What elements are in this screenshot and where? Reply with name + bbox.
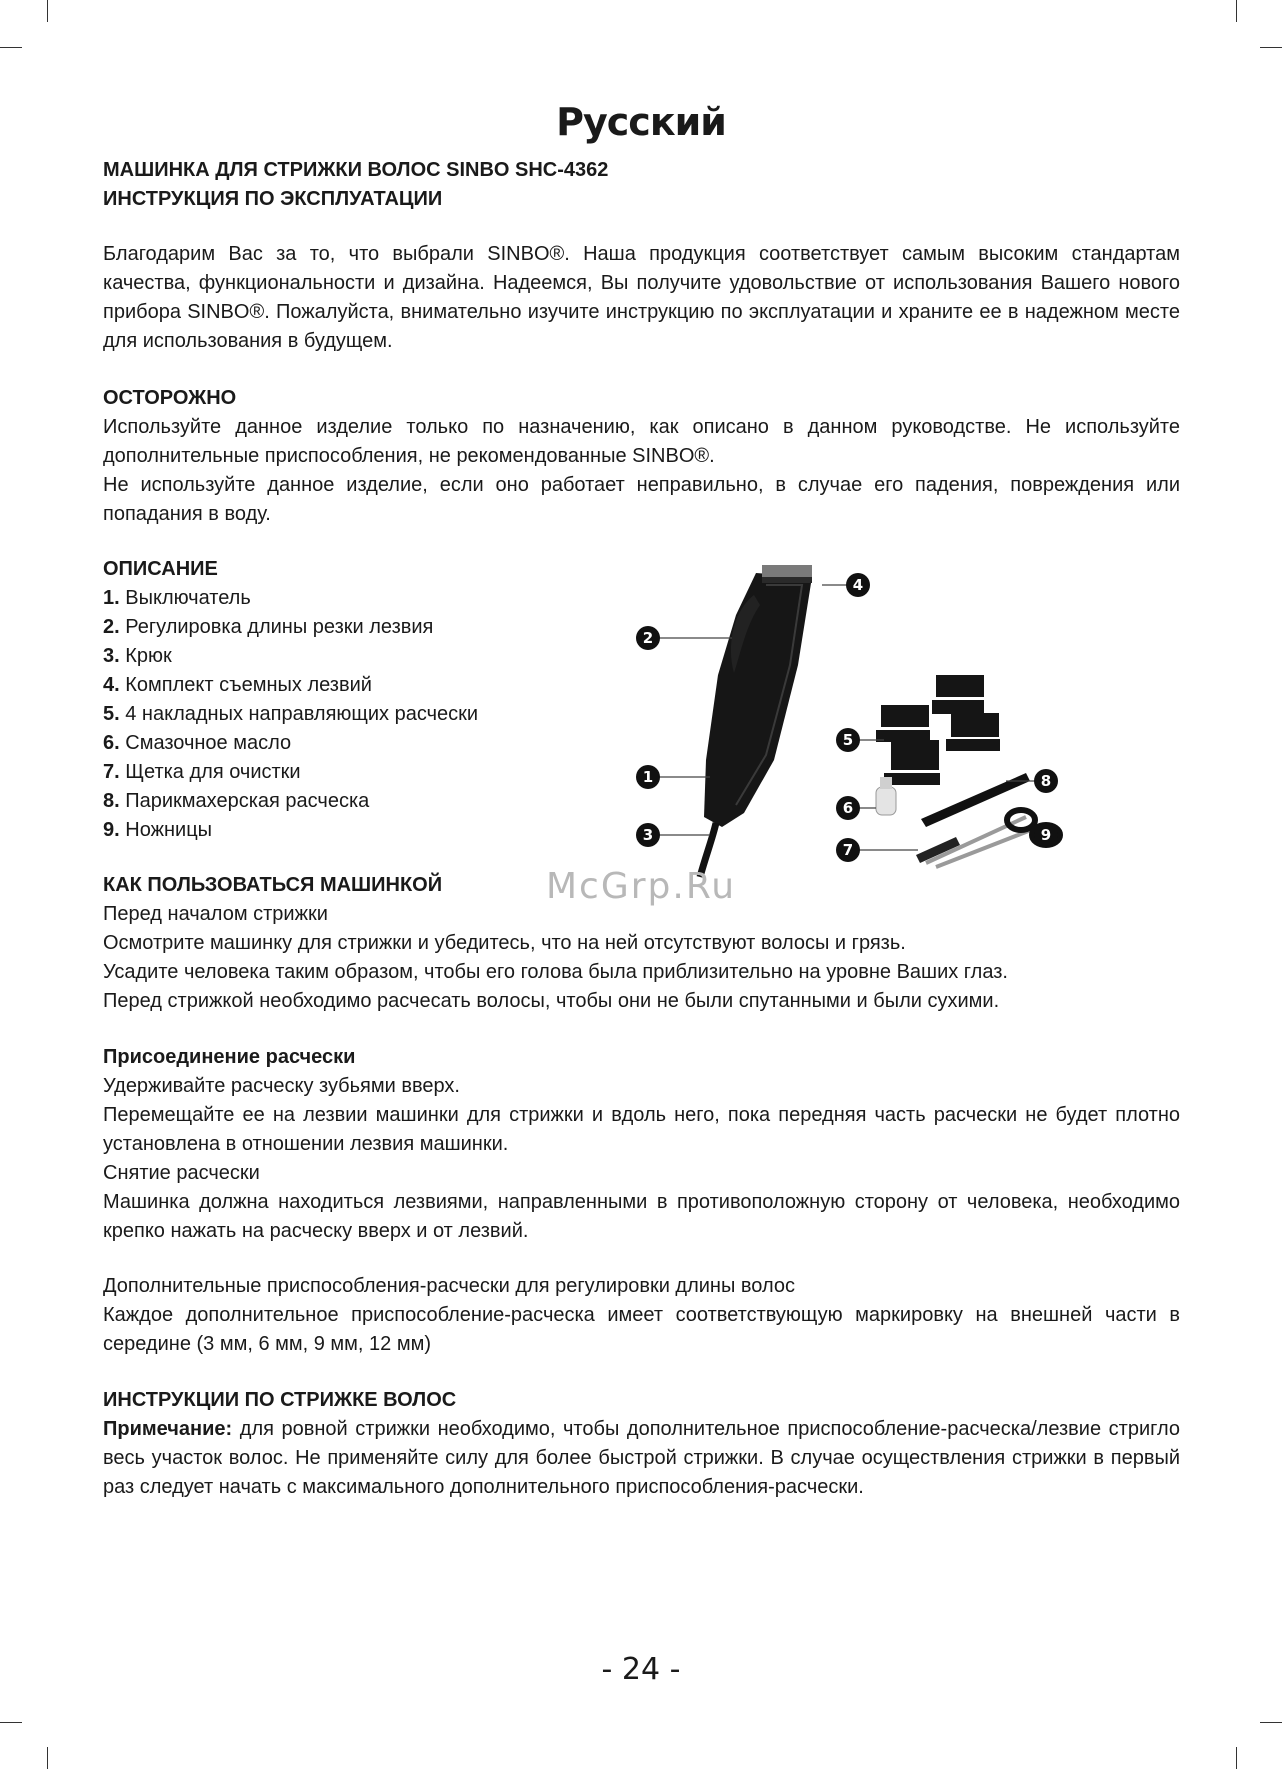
crop-mark (1236, 0, 1237, 22)
list-item: 5. 4 накладных направляющих расчески (103, 703, 479, 725)
watermark: McGrp.Ru (546, 866, 737, 907)
usage-line: Усадите человека таким образом, чтобы его голова была приблизительно на уровне Ваших глаз. (103, 961, 1008, 983)
attach-text-1: Удерживайте расческу зубьями вверх. (103, 1075, 460, 1097)
attach-text-6: Каждое дополнительное приспособление-расческа имеет соответствующую маркировку на внешней части в середине (3 мм, 6 мм, 9 мм, 12 мм) (103, 1304, 1180, 1355)
manual-title: ИНСТРУКЦИЯ ПО ЭКСПЛУАТАЦИИ (103, 188, 443, 210)
usage-line: Перед началом стрижки (103, 903, 328, 925)
attach-section (103, 1043, 1180, 1246)
list-item: 2. Регулировка длины резки лезвия (103, 616, 434, 638)
callout-9: 9 (1034, 823, 1058, 847)
caution-section (103, 384, 1180, 529)
list-item: 7. Щетка для очистки (103, 761, 301, 783)
intro-text: Благодарим Вас за то, что выбрали SINBO®. Наша продукция соответствует самым высоким стандартам качества, функциональности и дизайна. Надеемся, Вы получите удовольствие от использования Вашего нового прибора SINBO®. Пожалуйста, внимательно изучите инструкцию по эксплуатации и храните ее в надежном месте для использования в будущем. (103, 243, 1180, 352)
list-item: 4. Комплект съемных лезвий (103, 674, 372, 696)
haircut-heading: ИНСТРУКЦИИ ПО СТРИЖКЕ ВОЛОС (103, 1389, 457, 1411)
crop-mark (47, 0, 48, 22)
callout-8: 8 (1034, 769, 1058, 793)
crop-mark (47, 1747, 48, 1769)
note-text: для ровной стрижки необходимо, чтобы дополнительное приспособление-расческа/лезвие стригло весь участок волос. Не применяйте силу для более быстрой стрижки. В случае осуществления стрижки в первый раз следует начать с максимального дополнительного приспособления-расчески. (103, 1418, 1180, 1498)
caution-text-1: Используйте данное изделие только по назначению, как описано в данном руководстве. Не используйте дополнительные приспособления, не рекомендованные SINBO®. (103, 416, 1180, 467)
callout-4: 4 (846, 573, 870, 597)
attach-text-2: Перемещайте ее на лезвии машинки для стрижки и вдоль него, пока передняя часть расчески не будет плотно установлена в отношении лезвия машинки. (103, 1104, 1180, 1155)
description-heading: ОПИСАНИЕ (103, 558, 218, 580)
caution-heading: ОСТОРОЖНО (103, 387, 237, 409)
crop-mark (1236, 1747, 1237, 1769)
language-title: Русский (556, 100, 726, 144)
usage-line: Осмотрите машинку для стрижки и убедитесь, что на ней отсутствуют волосы и грязь. (103, 932, 906, 954)
attach-text-3: Снятие расчески (103, 1162, 260, 1184)
crop-mark (0, 47, 22, 48)
note-label: Примечание: (103, 1418, 233, 1440)
list-item: 9. Ножницы (103, 819, 213, 841)
haircut-note (103, 1415, 1180, 1502)
usage-line: Перед стрижкой необходимо расчесать волосы, чтобы они не были спутанными и были сухими. (103, 990, 1000, 1012)
callout-3: 3 (636, 823, 660, 847)
callout-6: 6 (836, 796, 860, 820)
list-item: 8. Парикмахерская расческа (103, 790, 370, 812)
attachments-section (103, 1272, 1180, 1359)
attach-text-4: Машинка должна находиться лезвиями, направленными в противоположную сторону от человека, необходимо крепко нажать на расческу вверх и от лезвий. (103, 1191, 1180, 1242)
product-title: МАШИНКА ДЛЯ СТРИЖКИ ВОЛОС SINBO SHC-4362 (103, 159, 609, 181)
list-item: 6. Смазочное масло (103, 732, 292, 754)
callout-5: 5 (836, 728, 860, 752)
usage-section (103, 871, 1180, 1016)
parts-list (103, 584, 478, 845)
callout-7: 7 (836, 838, 860, 862)
callout-2: 2 (636, 626, 660, 650)
clipper-kit-drawing (626, 555, 1066, 885)
crop-mark (1260, 47, 1282, 48)
intro-paragraph (103, 240, 1180, 356)
attach-text-5: Дополнительные приспособления-расчески для регулировки длины волос (103, 1275, 796, 1297)
product-illustration (626, 555, 1066, 885)
document-header (103, 156, 1180, 214)
list-item: 1. Выключатель (103, 587, 251, 609)
crop-mark (1260, 1722, 1282, 1723)
callout-1: 1 (636, 765, 660, 789)
caution-text-2: Не используйте данное изделие, если оно работает неправильно, в случае его падения, повреждения или попадания в воду. (103, 474, 1180, 525)
list-item: 3. Крюк (103, 645, 172, 667)
crop-mark (0, 1722, 22, 1723)
attach-heading: Присоединение расчески (103, 1046, 356, 1068)
usage-heading: КАК ПОЛЬЗОВАТЬСЯ МАШИНКОЙ (103, 874, 443, 896)
haircut-section (103, 1386, 1180, 1502)
page-number: - 24 - (601, 1652, 681, 1687)
